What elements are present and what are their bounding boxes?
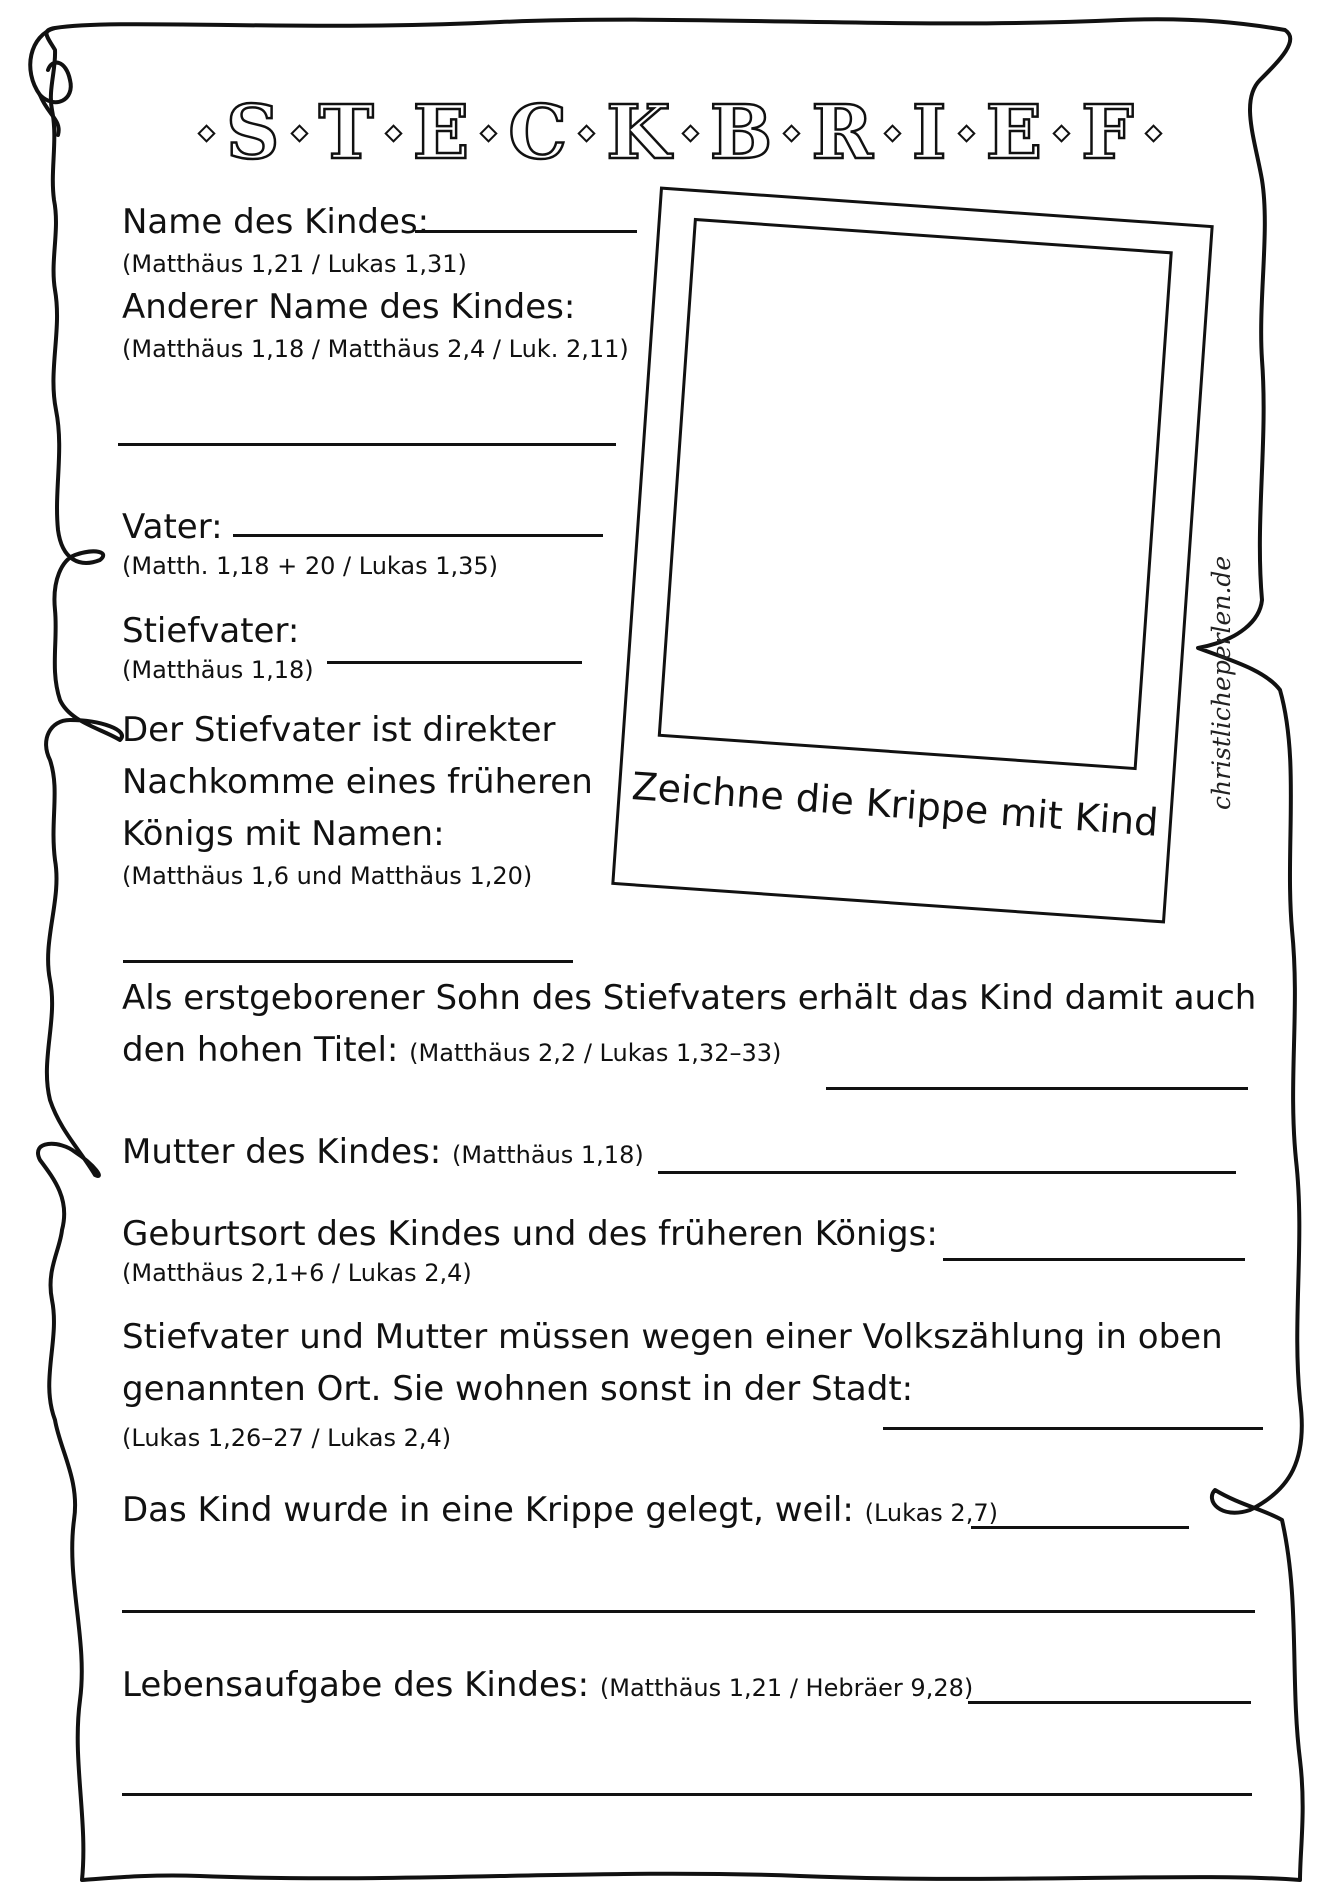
mission-label: Lebensaufgabe des Kindes: xyxy=(122,1665,590,1705)
mission-answer-line-2[interactable] xyxy=(122,1793,1252,1796)
title-letter: E xyxy=(985,90,1043,176)
drawing-box xyxy=(611,186,1213,923)
diamond-ornament xyxy=(290,124,308,142)
manger-answer-line-1[interactable] xyxy=(971,1526,1189,1529)
birthplace-label: Geburtsort des Kindes und des früheren Königs: xyxy=(122,1214,938,1254)
mother-answer-line[interactable] xyxy=(658,1171,1236,1174)
diamond-ornament xyxy=(883,124,901,142)
stepfather-answer-line[interactable] xyxy=(327,661,582,664)
mission-answer-line-1[interactable] xyxy=(968,1701,1251,1704)
census-line-1: Stiefvater und Mutter müssen wegen einer Volkszählung in oben xyxy=(122,1317,1223,1357)
mother-reference: (Matthäus 1,18) xyxy=(452,1141,644,1169)
diamond-ornament xyxy=(480,124,498,142)
diamond-ornament xyxy=(1052,124,1070,142)
manger-label: Das Kind wurde in eine Krippe gelegt, weil: xyxy=(122,1490,854,1530)
diamond-ornament xyxy=(578,124,596,142)
other-name-answer-line[interactable] xyxy=(118,443,616,446)
firstborn-line-1: Als erstgeborener Sohn des Stiefvaters erhält das Kind damit auch xyxy=(122,978,1257,1018)
mission-reference: (Matthäus 1,21 / Hebräer 9,28) xyxy=(599,1674,974,1702)
manger-reference: (Lukas 2,7) xyxy=(864,1499,998,1527)
birthplace-reference: (Matthäus 2,1+6 / Lukas 2,4) xyxy=(122,1259,472,1287)
stepfather-label: Stiefvater: xyxy=(122,611,300,651)
title-letter: S xyxy=(226,90,280,176)
title-letter: K xyxy=(606,90,671,176)
firstborn-answer-line[interactable] xyxy=(826,1087,1248,1090)
page-title xyxy=(200,78,1160,188)
census-answer-line[interactable] xyxy=(883,1427,1263,1430)
father-reference: (Matth. 1,18 + 20 / Lukas 1,35) xyxy=(122,552,499,580)
birthplace-answer-line[interactable] xyxy=(943,1258,1245,1261)
descendant-reference: (Matthäus 1,6 und Matthäus 1,20) xyxy=(122,862,533,890)
name-answer-line[interactable] xyxy=(415,230,637,233)
census-line-2: genannten Ort. Sie wohnen sonst in der Stadt: xyxy=(122,1369,914,1409)
firstborn-label: den hohen Titel: xyxy=(122,1030,399,1070)
manger-answer-line-2[interactable] xyxy=(122,1610,1255,1613)
drawing-area[interactable] xyxy=(658,218,1173,770)
descendant-answer-line[interactable] xyxy=(123,960,573,963)
diamond-ornament xyxy=(384,124,402,142)
other-name-label: Anderer Name des Kindes: xyxy=(122,287,576,327)
title-letter: F xyxy=(1081,90,1134,176)
descendant-line-2: Nachkomme eines früheren xyxy=(122,762,593,802)
title-letter: I xyxy=(911,90,947,176)
mother-label: Mutter des Kindes: xyxy=(122,1132,442,1172)
mission-line xyxy=(122,1663,973,1707)
descendant-line-1: Der Stiefvater ist direkter xyxy=(122,710,556,750)
title-letter: T xyxy=(318,90,374,176)
descendant-line-3: Königs mit Namen: xyxy=(122,814,445,854)
father-answer-line[interactable] xyxy=(233,534,603,537)
name-reference: (Matthäus 1,21 / Lukas 1,31) xyxy=(122,250,467,278)
diamond-ornament xyxy=(957,124,975,142)
diamond-ornament xyxy=(197,124,215,142)
title-letter: B xyxy=(709,90,773,176)
other-name-reference: (Matthäus 1,18 / Matthäus 2,4 / Luk. 2,11) xyxy=(122,335,629,363)
title-letter: E xyxy=(412,90,470,176)
watermark: christlicheperlen.de xyxy=(1207,555,1236,810)
manger-line xyxy=(122,1488,998,1532)
father-label: Vater: xyxy=(122,507,223,547)
drawing-caption: Zeichne die Krippe mit Kind xyxy=(630,764,1160,845)
firstborn-line-2 xyxy=(122,1028,781,1072)
mother-line xyxy=(122,1130,644,1174)
diamond-ornament xyxy=(783,124,801,142)
name-label: Name des Kindes: xyxy=(122,202,430,242)
census-reference: (Lukas 1,26–27 / Lukas 2,4) xyxy=(122,1424,452,1452)
stepfather-reference: (Matthäus 1,18) xyxy=(122,656,314,684)
title-letter: R xyxy=(811,90,873,176)
diamond-ornament xyxy=(681,124,699,142)
diamond-ornament xyxy=(1144,124,1162,142)
title-letter: C xyxy=(508,90,568,176)
firstborn-reference: (Matthäus 2,2 / Lukas 1,32–33) xyxy=(409,1039,782,1067)
